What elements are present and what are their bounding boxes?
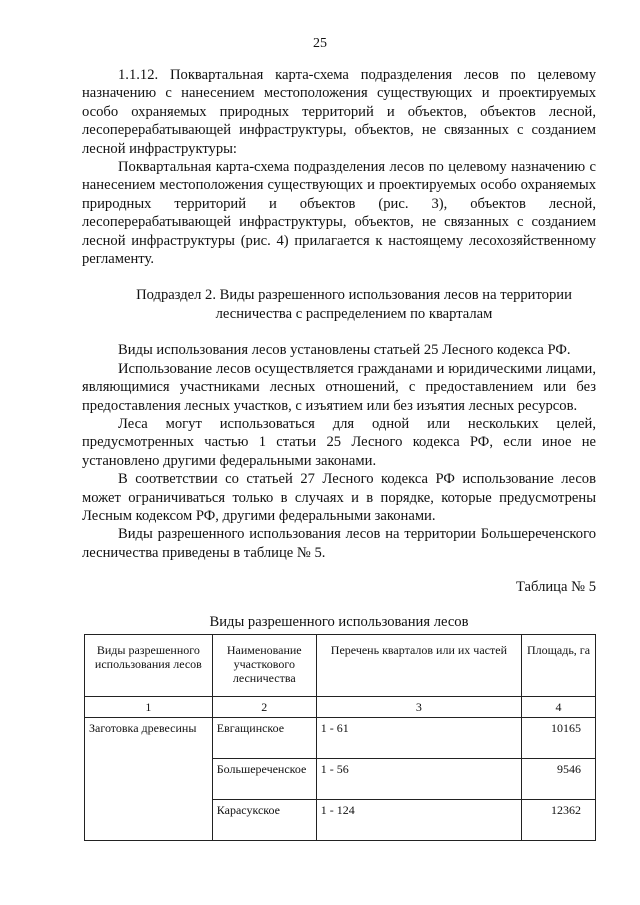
cell-area: 10165	[522, 718, 596, 759]
allowed-use-table	[84, 634, 596, 841]
paragraph-usage-by-citizens: Использование лесов осуществляется гражданами и юридическими лицами, являющимися участниками лесных отношений, с предоставлением или без предоставления лесных участков, с изъятием или без изъятия лесных ресурсов.	[82, 360, 596, 414]
paragraph-map-attached: Поквартальная карта-схема подразделения лесов по целевому назначению с нанесением местоположения существующих и проектируемых особо охраняемых природных территорий и объектов (рис. 3), объектов лесной, лесоперерабатывающей инфраструктуры, объектов, не связанных с созданием лесной инфраструктуры (рис. 4) прилагается к настоящему лесохозяйственному регламенту.	[82, 159, 596, 268]
column-number: 2	[212, 697, 316, 718]
paragraph-table-reference: Виды разрешенного использования лесов на территории Большереченского лесничества приведены в таблице № 5.	[82, 526, 596, 561]
column-number: 1	[85, 697, 213, 718]
table-title: Виды разрешенного использования лесов	[209, 613, 469, 630]
table-header-row	[85, 635, 596, 697]
cell-area: 12362	[522, 800, 596, 841]
cell-forestry: Большереченское	[212, 759, 316, 800]
header-use-type: Виды разрешенного использования лесов	[85, 635, 213, 697]
document-body	[82, 66, 596, 631]
paragraph-usage-purposes: Леса могут использоваться для одной или нескольких целей, предусмотренных частью 1 статьи 25 Лесного кодекса РФ, если иное не установлено другими федеральными законами.	[82, 415, 596, 469]
cell-use-type: Заготовка древесины	[85, 718, 213, 841]
paragraph-usage-limits: В соответствии со статьей 27 Лесного кодекса РФ использование лесов может ограничиваться только в случаях и в порядке, которые предусмотрены Лесным кодексом РФ, другими федеральными законами.	[82, 471, 596, 524]
spacer	[82, 323, 596, 341]
column-number: 3	[316, 697, 521, 718]
cell-forestry: Евгащинское	[212, 718, 316, 759]
header-area: Площадь, га	[522, 635, 596, 697]
cell-forestry: Карасукское	[212, 800, 316, 841]
spacer	[82, 597, 596, 613]
subsection-heading	[82, 286, 596, 323]
subsection-heading-line-1: Подраздел 2. Виды разрешенного использования лесов на территории	[136, 287, 572, 304]
cell-quarters: 1 - 124	[316, 800, 521, 841]
spacer	[82, 268, 596, 286]
table-row	[85, 718, 596, 759]
column-number: 4	[522, 697, 596, 718]
table-caption: Таблица № 5	[516, 579, 596, 596]
page-number: 25	[313, 36, 327, 51]
column-number-row	[85, 697, 596, 718]
spacer	[82, 562, 596, 578]
cell-area: 9546	[522, 759, 596, 800]
paragraph-usage-types: Виды использования лесов установлены статьей 25 Лесного кодекса РФ.	[118, 342, 571, 359]
cell-quarters: 1 - 56	[316, 759, 521, 800]
paragraph-1-1-12: 1.1.12. Поквартальная карта-схема подразделения лесов по целевому назначению с нанесением местоположения существующих и проектируемых особо охраняемых природных территорий и объектов, объектов лесной, лесоперерабатывающей инфраструктуры, объектов, не связанных с созданием лесной инфраструктуры:	[82, 67, 596, 157]
subsection-heading-line-2: лесничества с распределением по кварталам	[215, 305, 493, 322]
header-quarters: Перечень кварталов или их частей	[316, 635, 521, 697]
cell-quarters: 1 - 61	[316, 718, 521, 759]
header-forestry: Наименование участкового лесничества	[212, 635, 316, 697]
